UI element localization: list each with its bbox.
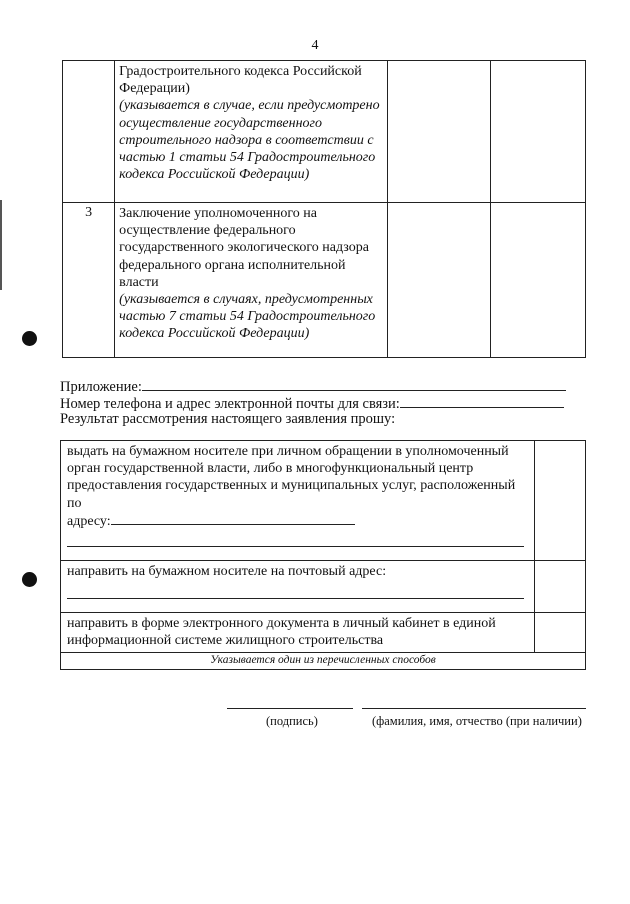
address-line-row — [67, 512, 528, 530]
table-row — [61, 613, 586, 653]
method-option-post — [61, 561, 535, 613]
row-number — [63, 61, 115, 203]
delivery-method-table — [60, 440, 586, 670]
signature-line[interactable] — [227, 708, 353, 709]
attachment-input-line[interactable] — [142, 377, 566, 391]
table-row — [61, 441, 586, 561]
attachment-label: Приложение: — [60, 379, 142, 395]
punch-hole — [22, 331, 37, 346]
table-cell-empty[interactable] — [490, 203, 585, 358]
table-cell-empty[interactable] — [490, 61, 585, 203]
document-note: (указывается в случаях, предусмотренных частью 7 статьи 54 Градостроительного кодекса Российской Федерации) — [119, 292, 376, 342]
table-row — [61, 653, 586, 670]
method-option-in-person — [61, 441, 535, 561]
option-text: направить в форме электронного документа в личный кабинет в единой информационной системе жилищного строительства — [67, 616, 496, 649]
table-row — [63, 203, 586, 358]
signature-caption: (подпись) — [266, 714, 318, 728]
table-cell-empty[interactable] — [387, 203, 490, 358]
page-number: 4 — [311, 38, 319, 53]
document-description — [115, 203, 387, 358]
address-input-line[interactable] — [111, 512, 355, 525]
document-title: Градостроительного кодекса Российской Федерации) — [119, 64, 362, 97]
punch-hole — [22, 572, 37, 587]
phone-label: Номер телефона и адрес электронной почты для связи: — [60, 396, 400, 412]
method-checkbox[interactable] — [535, 441, 586, 561]
full-name-line[interactable] — [362, 708, 586, 709]
documents-table — [62, 60, 586, 358]
document-description — [115, 61, 387, 203]
method-checkbox[interactable] — [535, 561, 586, 613]
result-label: Результат рассмотрения настоящего заявления прошу: — [60, 411, 396, 427]
address-continuation-line[interactable] — [67, 532, 524, 547]
method-footnote: Указывается один из перечисленных способов — [61, 653, 586, 670]
row-number: 3 — [63, 203, 115, 358]
full-name-caption: (фамилия, имя, отчество (при наличии) — [372, 714, 582, 728]
method-option-electronic — [61, 613, 535, 653]
scan-margin-mark — [0, 200, 2, 290]
option-text: выдать на бумажном носителе при личном обращении в уполномоченный орган государственной власти, либо в многофункциональный центр предоставления государственных и муниципальных услуг, расположенный по — [67, 444, 516, 511]
address-label: адресу: — [67, 513, 111, 529]
table-row — [63, 61, 586, 203]
method-checkbox[interactable] — [535, 613, 586, 653]
table-cell-empty[interactable] — [387, 61, 490, 203]
document-title: Заключение уполномоченного на осуществление федерального государственного экологического надзора федерального органа исполнительной власти — [119, 206, 369, 290]
phone-input-line[interactable] — [400, 394, 564, 408]
postal-address-line[interactable] — [67, 584, 524, 599]
table-row — [61, 561, 586, 613]
document-note: (указывается в случае, если предусмотрено осуществление государственного строительного надзора в соответствии с частью 1 статьи 54 Градостроительного кодекса Российской Федерации) — [119, 98, 380, 183]
option-text: направить на бумажном носителе на почтовый адрес: — [67, 564, 387, 579]
